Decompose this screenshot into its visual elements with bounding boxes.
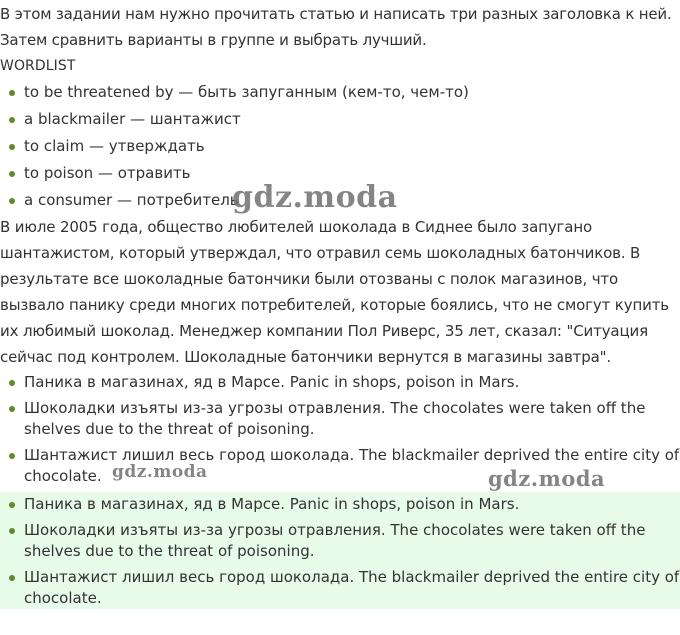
wordlist [0, 79, 680, 214]
wordlist-item: to be threatened by — быть запуганным (кем-то, чем-то) [0, 79, 680, 106]
article-text: В июле 2005 года, общество любителей шоколада в Сиднее было запугано шантажистом, который утверждал, что отравил семь шоколадных батончиков. В результате все шоколадные батончики были отозваны с полок магазинов, что вызвало панику среди многих потребителей, которые боялись, что не смогут купить их любимый шоколад. Менеджер компании Пол Риверс, 35 лет, сказал: "Ситуация сейчас под контролем. Шоколадные батончики вернутся в магазины завтра". [0, 218, 669, 366]
watermark-logo: gdz.moda [488, 466, 606, 491]
wordlist-item: a blackmailer — шантажист [0, 106, 680, 133]
headline-list [0, 372, 680, 487]
wordlist-item: a consumer — потребитель [0, 187, 680, 214]
headline-item: Паника в магазинах, яд в Марсе. Panic in shops, poison in Mars. [0, 494, 680, 515]
watermark-logo: gdz.moda [232, 180, 398, 215]
headline-item: Шоколадки изъяты из-за угрозы отравления. The chocolates were taken off the shelves due to the threat of poisoning. [0, 520, 680, 562]
wordlist-title: WORDLIST [0, 58, 76, 74]
headline-item: Шантажист лишил весь город шоколада. The blackmailer deprived the entire city of chocolate. [0, 567, 680, 609]
highlighted-answer-block [0, 492, 680, 609]
intro-line-1: В этом задании нам нужно прочитать статью и написать три разных заголовка к ней. [0, 5, 672, 23]
headline-item: Шантажист лишил весь город шоколада. The blackmailer deprived the entire city of chocolate. [0, 445, 680, 487]
wordlist-item: to claim — утверждать [0, 133, 680, 160]
headline-item: Паника в магазинах, яд в Марсе. Panic in shops, poison in Mars. [0, 372, 680, 393]
headline-item: Шоколадки изъяты из-за угрозы отравления. The chocolates were taken off the shelves due to the threat of poisoning. [0, 398, 680, 440]
intro-line-2: Затем сравнить варианты в группе и выбрать лучший. [0, 31, 427, 49]
watermark-logo: gdz.moda [112, 462, 208, 482]
headline-list-highlighted [0, 494, 680, 609]
wordlist-item: to poison — отравить [0, 160, 680, 187]
